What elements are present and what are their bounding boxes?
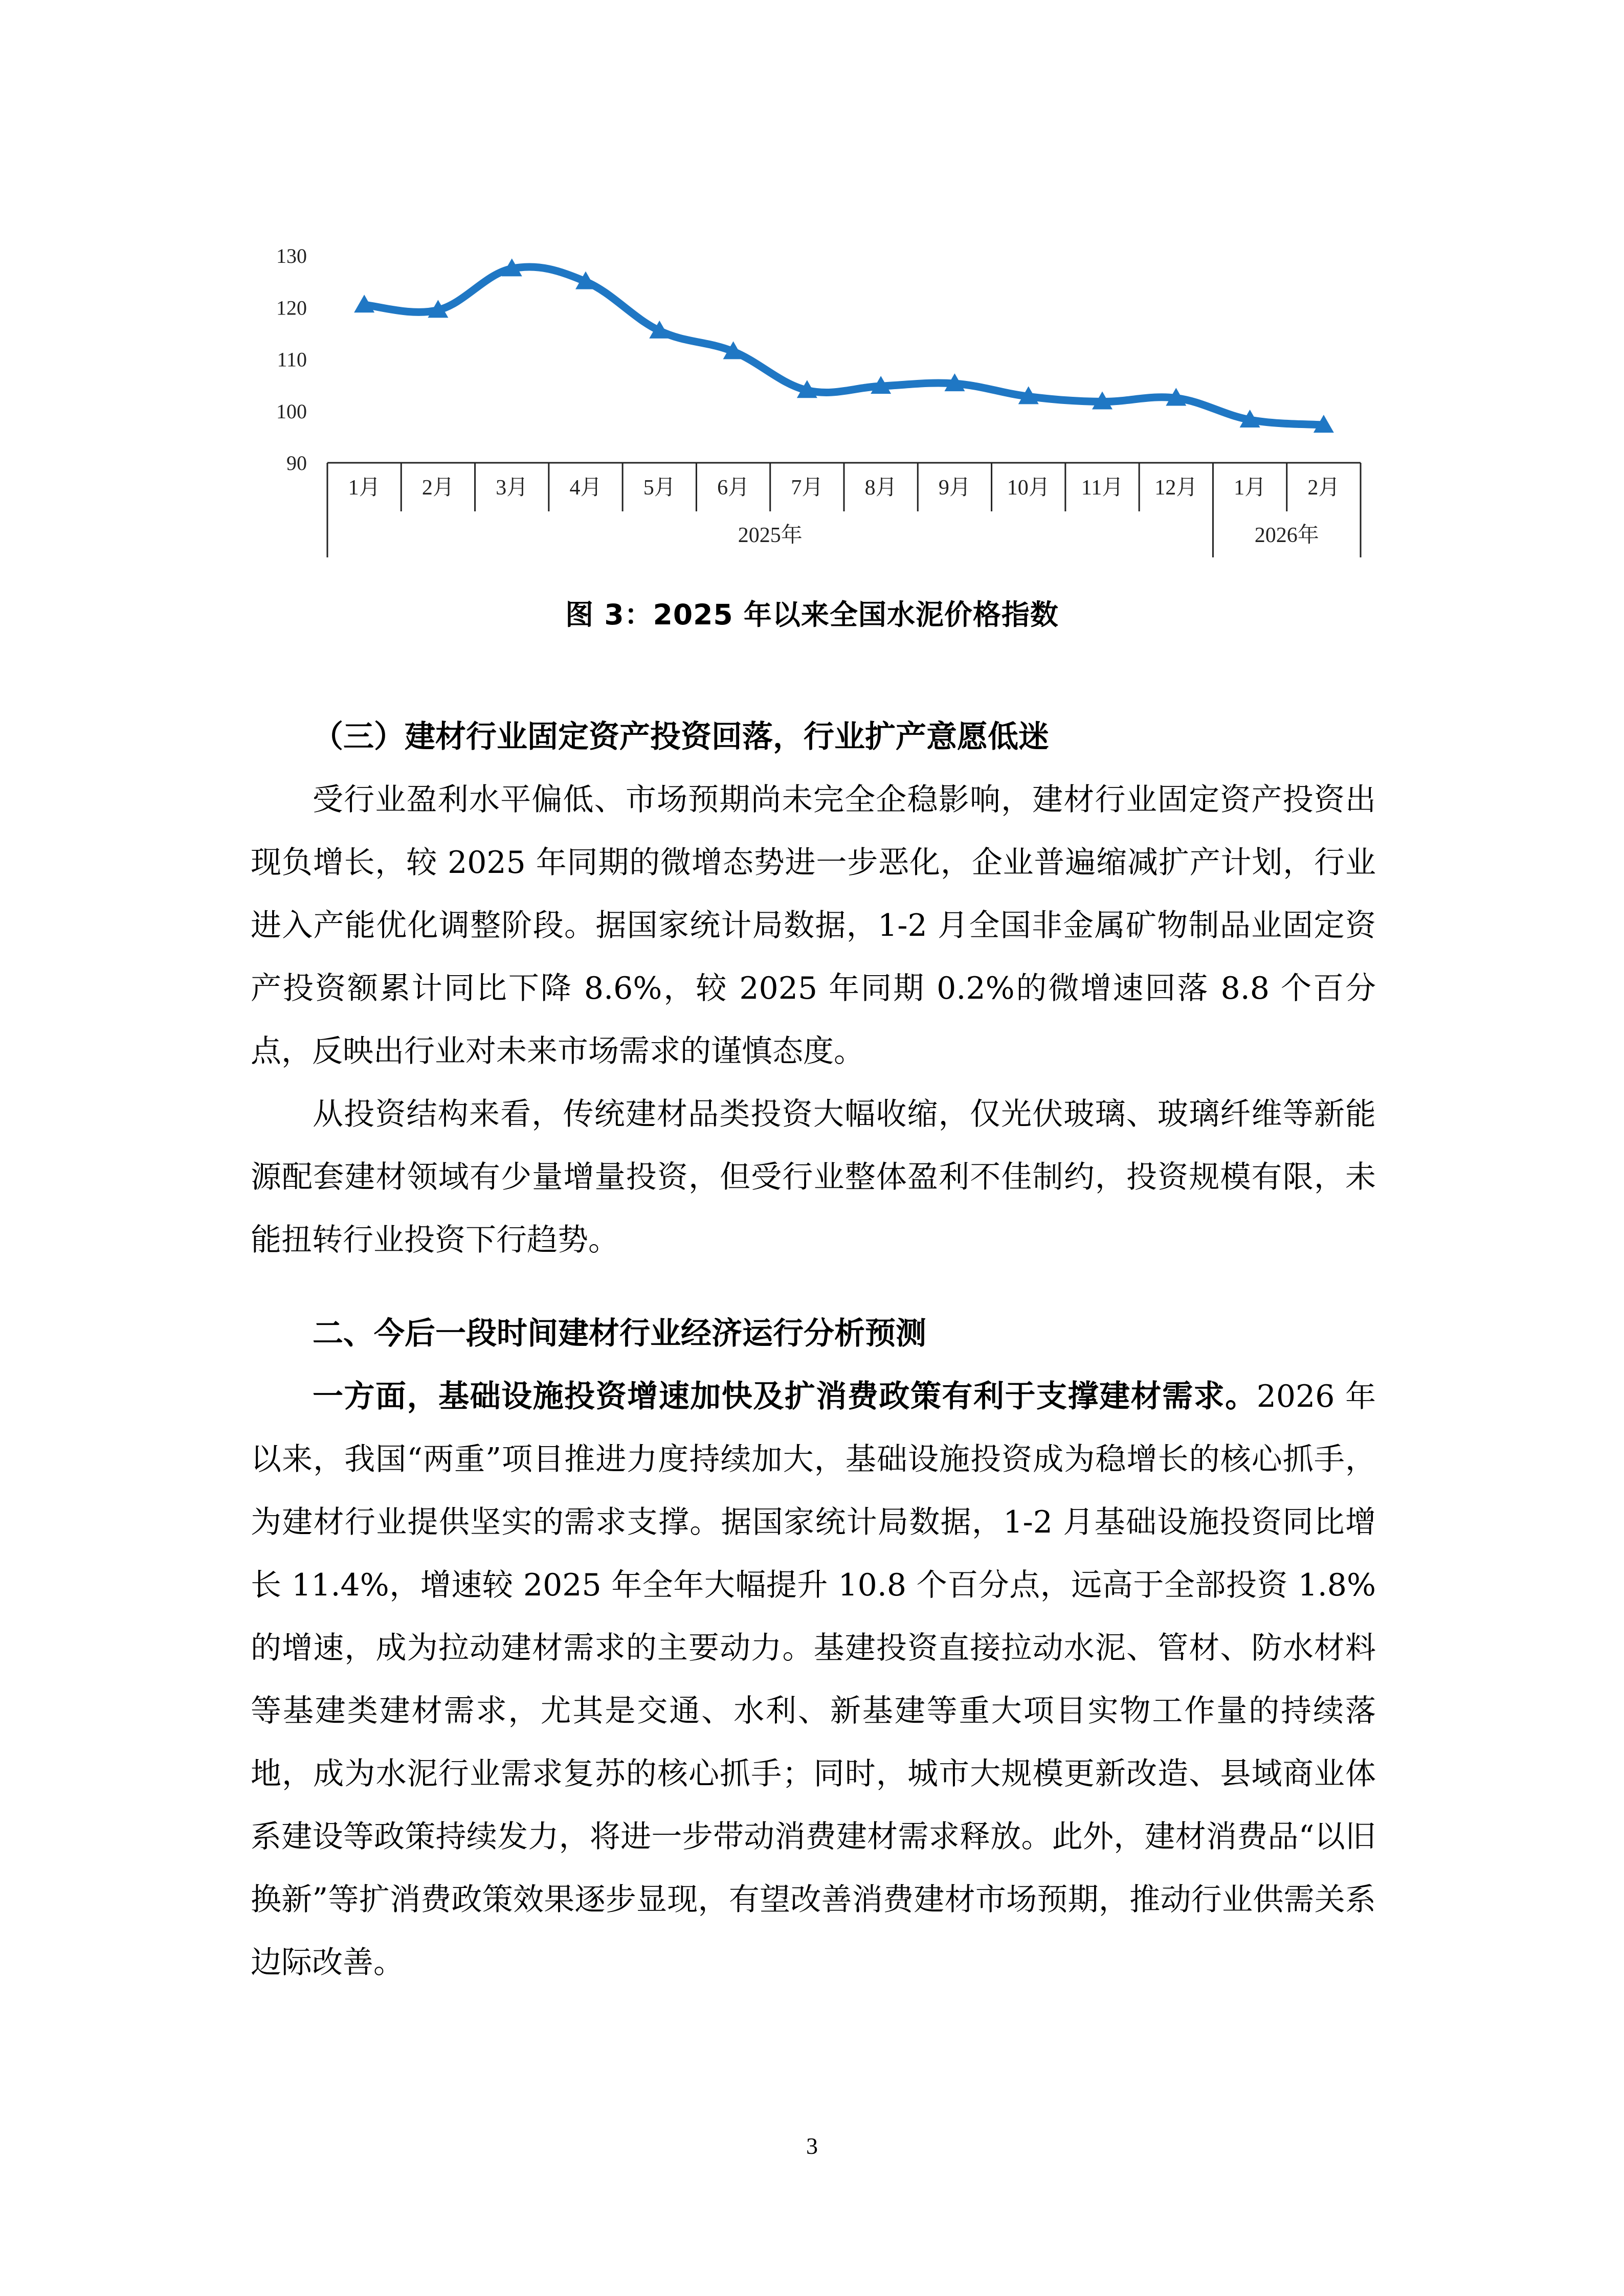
x-tick-label: 7月	[791, 476, 824, 500]
year-group-label: 2025年	[738, 524, 803, 547]
x-tick-label: 4月	[569, 476, 602, 500]
x-tick-label: 10月	[1007, 476, 1050, 500]
x-axis	[327, 463, 1361, 557]
lead-sentence: 一方面，基础设施投资增速加快及扩消费政策有利于支撑建材需求。	[313, 1379, 1257, 1414]
section-heading-2: 二、今后一段时间建材行业经济运行分析预测	[313, 1316, 926, 1352]
x-tick-label: 3月	[496, 476, 528, 500]
y-tick-label: 100	[276, 399, 307, 423]
x-tick-label: 12月	[1154, 476, 1198, 500]
page-number: 3	[806, 2133, 818, 2159]
x-tick-label: 2月	[1307, 476, 1340, 500]
x-tick-label: 2月	[421, 476, 454, 500]
section-heading-3: （三）建材行业固定资产投资回落，行业扩产意愿低迷	[313, 719, 1049, 755]
x-tick-label: 8月	[864, 476, 897, 500]
x-tick-label: 5月	[643, 476, 676, 500]
x-tick-label: 11月	[1081, 476, 1124, 500]
x-tick-label: 9月	[938, 476, 971, 500]
paragraph: 从投资结构来看，传统建材品类投资大幅收缩，仅光伏玻璃、玻璃纤维等新能源配套建材领域有少量增量投资，但受行业整体盈利不佳制约，投资规模有限，未能扭转行业投资下行趋势。	[251, 1096, 1376, 1258]
y-tick-label: 90	[286, 452, 307, 475]
body-text	[251, 706, 1376, 1994]
figure-caption: 图 3：2025 年以来全国水泥价格指数	[565, 598, 1059, 631]
paragraph: 受行业盈利水平偏低、市场预期尚未完全企稳影响，建材行业固定资产投资出现负增长，较 2025 年同期的微增态势进一步恶化，企业普遍缩减扩产计划，行业进入产能优化调整阶段。据国家统计局数据，1-2 月全国非金属矿物制品业固定资产投资额累计同比下降 8.6%，较 2025 年同期 0.2%的微增速回落 8.8 个百分点，反映出行业对未来市场需求的谨慎态度。	[251, 782, 1376, 1069]
paragraph-body: 2026 年以来，我国“两重”项目推进力度持续加大，基础设施投资成为稳增长的核心抓手，为建材行业提供坚实的需求支撑。据国家统计局数据，1-2 月基础设施投资同比增长 11.4%，增速较 2025 年全年大幅提升 10.8 个百分点，远高于全部投资 1.8%的增速，成为拉动建材需求的主要动力。基建投资直接拉动水泥、管材、防水材料等基建类建材需求，尤其是交通、水利、新基建等重大项目实物工作量的持续落地，成为水泥行业需求复苏的核心抓手；同时，城市大规模更新改造、县域商业体系建设等政策持续发力，将进一步带动消费建材需求释放。此外，建材消费品“以旧换新”等扩消费政策效果逐步显现，有望改善消费建材市场预期，推动行业供需关系边际改善。	[251, 1379, 1376, 1980]
x-tick-label: 6月	[717, 476, 750, 500]
series-markers	[354, 258, 1334, 433]
y-tick-label: 120	[276, 296, 307, 320]
y-axis	[276, 244, 307, 475]
y-tick-label: 130	[276, 244, 307, 267]
x-tick-label: 1月	[348, 476, 381, 500]
paragraph	[251, 1365, 1376, 1994]
y-tick-label: 110	[277, 348, 307, 371]
cement-price-index-chart	[246, 225, 1401, 583]
x-tick-label: 1月	[1234, 476, 1266, 500]
year-group-label: 2026年	[1254, 524, 1319, 547]
